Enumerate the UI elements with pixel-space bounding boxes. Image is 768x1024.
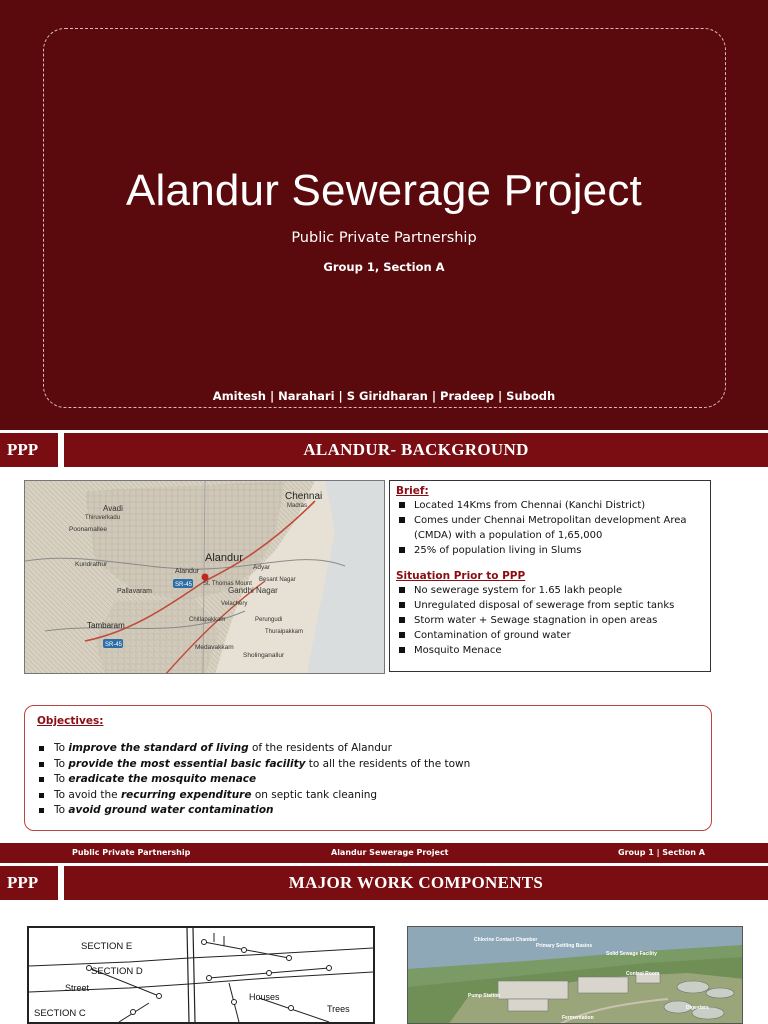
- label-street: Street: [65, 983, 90, 993]
- map-label-besant-nagar: Besant Nagar: [259, 577, 296, 583]
- map-label-velachery: Velachery: [221, 601, 248, 607]
- situation-list: [396, 583, 704, 658]
- brief-list: [396, 498, 704, 558]
- list-item: No sewerage system for 1.65 lakh people: [396, 583, 704, 598]
- list-item: To avoid ground water contamination: [37, 803, 699, 819]
- label-trees: Trees: [327, 1004, 350, 1014]
- map-label-perungudi: Perungudi: [255, 617, 283, 623]
- map-image: [25, 481, 385, 674]
- plant-aerial-image: [408, 927, 743, 1024]
- group-line: Group 1, Section A: [323, 260, 445, 274]
- map-label-adyar: Adyar: [253, 564, 270, 571]
- list-item: To improve the standard of living of the residents of Alandur: [37, 741, 699, 757]
- photo-label-fermentation: Fermentation: [562, 1015, 594, 1021]
- map-label-thuraipakkam: Thuraipakkam: [265, 629, 304, 635]
- map-label-poonamallee: Poonamallee: [69, 526, 107, 533]
- sewer-layout-diagram: [27, 926, 375, 1024]
- photo-label-chlorine: Chlorine Contact Chamber: [474, 937, 538, 943]
- photo-label-pump: Pump Station: [468, 993, 501, 999]
- map-label-alandur-large: Alandur: [205, 552, 243, 564]
- label-houses: Houses: [249, 992, 280, 1002]
- list-item: Storm water + Sewage stagnation in open areas: [396, 613, 704, 628]
- map-label-medavakkam: Medavakkam: [195, 644, 234, 651]
- map-label-avadi: Avadi: [103, 504, 123, 513]
- ppp-tag: PPP: [0, 433, 58, 467]
- map-label-chitlapakkam: Chitlapakkam: [189, 617, 226, 623]
- objectives-list: [37, 741, 699, 819]
- list-item: To eradicate the mosquito menace: [37, 772, 699, 788]
- brief-heading: Brief:: [396, 485, 429, 497]
- objectives-heading: Objectives:: [37, 715, 104, 727]
- footer-right: Group 1 | Section A: [618, 848, 705, 857]
- list-item: Mosquito Menace: [396, 643, 704, 658]
- label-section-e: SECTION E: [81, 941, 133, 952]
- map-label-kundrathur: Kundrathur: [75, 561, 108, 568]
- objectives-panel: [24, 705, 712, 831]
- ppp-tag: PPP: [0, 866, 58, 900]
- map-label-alandur: Alandur: [175, 568, 200, 575]
- list-item: Located 14Kms from Chennai (Kanchi District): [396, 498, 704, 513]
- photo-label-digesters: Digesters: [686, 1005, 709, 1011]
- list-item: 25% of population living in Slums: [396, 543, 704, 558]
- map-label-thiruverkadu: Thiruverkadu: [85, 515, 121, 521]
- slide-heading: ALANDUR- BACKGROUND: [64, 433, 768, 467]
- situation-heading: Situation Prior to PPP: [396, 570, 526, 582]
- map-label-madras: Madras: [287, 503, 308, 509]
- list-item: Unregulated disposal of sewerage from septic tanks: [396, 598, 704, 613]
- authors-line: Amitesh | Narahari | S Giridharan | Pradeep | Subodh: [212, 389, 556, 403]
- slide-title: Alandur Sewerage Project: [126, 166, 642, 215]
- map-label-tambaram: Tambaram: [87, 621, 125, 630]
- title-slide: [0, 0, 768, 430]
- alandur-map: [24, 480, 385, 674]
- footer-center: Alandur Sewerage Project: [331, 848, 449, 857]
- label-section-c: SECTION C: [34, 1008, 86, 1019]
- brief-panel: [389, 480, 711, 672]
- slide-subtitle: Public Private Partnership: [291, 230, 477, 246]
- title-frame: [43, 28, 726, 408]
- list-item: Comes under Chennai Metropolitan development Area (CMDA) with a population of 1,65,000: [396, 513, 704, 543]
- photo-label-solid: Solid Sewage Facility: [606, 951, 657, 957]
- list-item: Contamination of ground water: [396, 628, 704, 643]
- photo-label-primary: Primary Settling Basins: [536, 943, 593, 949]
- route-label-sr45-a: SR-45: [175, 582, 193, 588]
- treatment-plant-photo: [407, 926, 743, 1024]
- map-label-gandhi-nagar: Gandhi Nagar: [228, 586, 278, 595]
- map-label-pallavaram: Pallavaram: [117, 588, 153, 595]
- slide-heading: MAJOR WORK COMPONENTS: [64, 866, 768, 900]
- diagram-image: [29, 928, 373, 1022]
- photo-label-control: Control Room: [626, 971, 660, 977]
- alandur-marker-dot: [202, 574, 209, 581]
- map-label-st-thomas-mount: St. Thomas Mount: [203, 581, 252, 587]
- map-label-chennai: Chennai: [285, 491, 323, 502]
- slide-footer: [0, 843, 768, 863]
- list-item: To provide the most essential basic facility to all the residents of the town: [37, 757, 699, 773]
- label-section-d: SECTION D: [91, 966, 143, 977]
- list-item: To avoid the recurring expenditure on septic tank cleaning: [37, 788, 699, 804]
- footer-left: Public Private Partnership: [72, 848, 191, 857]
- route-label-sr45-b: SR-45: [105, 642, 123, 648]
- map-label-sholinganallur: Sholinganallur: [243, 652, 285, 659]
